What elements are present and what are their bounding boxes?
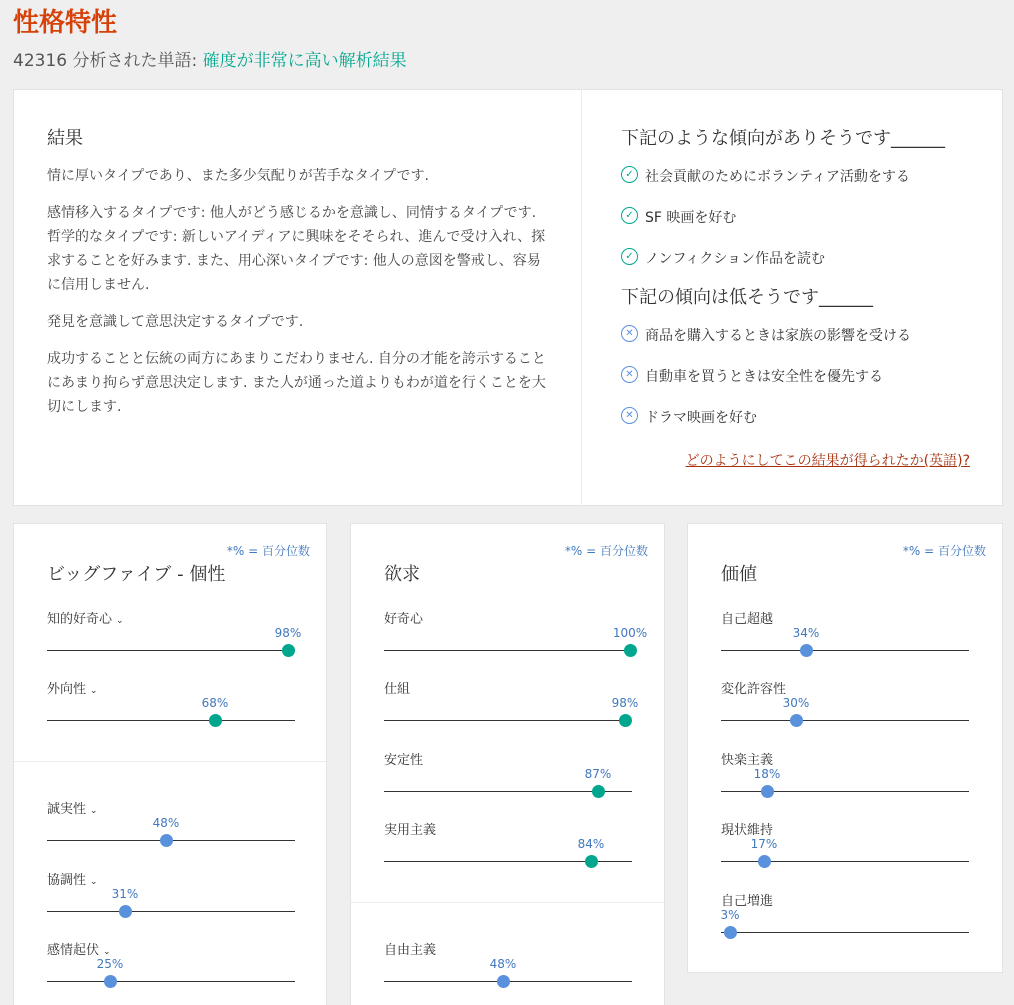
slider-marker [624,644,637,657]
unlikely-heading: 下記の傾向は低そうです______ [621,287,873,308]
chevron-down-icon[interactable]: ⌄ [90,806,98,816]
percentile-value: 18% [753,767,781,781]
likely-heading: 下記のような傾向がありそうです______ [621,128,945,149]
percentile-value: 48% [152,816,180,830]
percentile-value: 84% [577,837,605,851]
unlikely-item [621,405,981,446]
unlikely-list [621,323,981,446]
trait-slider [47,678,295,744]
trait-label-text: 快楽主義 [721,753,774,768]
trait-label [721,608,773,627]
trait-slider [47,608,302,674]
check-icon: ✓ [621,207,638,224]
percentile-value: 34% [792,626,820,640]
trait-label-text: 誠実性 [47,802,87,817]
page-subtitle [13,46,407,71]
big5-card [13,523,327,1005]
trait-label-text: 協調性 [47,873,87,888]
percentile-value: 98% [274,626,302,640]
unlikely-item [621,323,981,364]
slider-marker [724,926,737,939]
trait-label-text: 感情起伏 [47,943,100,958]
likely-item [621,246,981,287]
percentile-value: 31% [111,887,139,901]
trait-slider [47,798,295,864]
likely-item-label: SF 映画を好む [645,210,737,226]
trait-label-text: 知的好奇心 [47,612,113,627]
trait-label [384,749,423,768]
slider-marker [758,855,771,868]
summary-divider [581,90,582,505]
summary-paragraph: 感情移入するタイプです: 他人がどう感じるかを意識し、同情するタイプです. 哲学的なタイプです: 新しいアイディアに興味をそそられ、進んで受け入れ、探求することを好みます. また、用心深いタイプです: 他人の意図を警戒し、容易に信用しません. [47,205,546,293]
trait-label[interactable] [47,678,98,697]
slider-track [47,650,295,651]
trait-label-text: 現状維持 [721,823,774,838]
summary-card [13,89,1003,506]
unlikely-item-label: 自動車を買うときは安全性を優先する [645,369,883,385]
trait-label [384,608,423,627]
summary-text-section [47,124,552,432]
trait-label [721,890,773,909]
word-count-text: 42316 分析された単語: [13,51,203,71]
trait-slider [384,819,632,885]
percentile-value: 17% [750,837,778,851]
slider-track [47,911,295,912]
values-heading: 価値 [721,564,757,585]
slider-track [384,650,632,651]
trait-label-text: 好奇心 [384,612,424,627]
check-icon: ✓ [621,166,638,183]
percentile-value: 48% [489,957,517,971]
trait-label [384,678,410,697]
percentile-note: *% = 百分位数 [226,544,310,558]
percentile-value: 87% [584,767,612,781]
percentile-value: 68% [201,696,229,710]
unlikely-item-label: ドラマ映画を好む [645,410,757,426]
slider-marker [282,644,295,657]
trait-label[interactable] [47,798,98,817]
percentile-note: *% = 百分位数 [564,544,648,558]
trait-label[interactable] [47,608,124,627]
trait-label-text: 外向性 [47,682,87,697]
slider-track [47,720,295,721]
likely-item-label: ノンフィクション作品を読む [645,251,826,267]
chevron-down-icon[interactable]: ⌄ [90,877,98,887]
chevron-down-icon[interactable]: ⌄ [116,616,124,626]
needs-heading: 欲求 [384,564,420,585]
trait-slider [384,678,639,744]
trait-label [721,678,786,697]
x-icon: ✕ [621,407,638,424]
slider-marker [619,714,632,727]
trait-slider [721,819,969,885]
x-icon: ✕ [621,325,638,342]
chevron-down-icon[interactable]: ⌄ [103,947,111,957]
trait-label-text: 自己増進 [721,894,774,909]
slider-marker [104,975,117,988]
values-card [687,523,1003,973]
trait-slider [721,678,969,744]
x-icon: ✕ [621,366,638,383]
likely-item [621,164,981,205]
chevron-down-icon[interactable]: ⌄ [90,686,98,696]
trait-slider [384,608,648,674]
big5-heading: ビッグファイブ - 個性 [47,564,226,585]
trait-slider [721,608,969,674]
slider-marker [160,834,173,847]
tendencies-section [621,124,981,458]
percentile-value: 98% [611,696,639,710]
trait-label [721,749,773,768]
trait-label [721,819,773,838]
percentile-value: 3% [720,908,740,922]
slider-marker [592,785,605,798]
percentile-note: *% = 百分位数 [902,544,986,558]
summary-paragraph: 発見を意識して意思決定するタイプです. [47,314,304,330]
needs-card [350,523,665,1005]
unlikely-item-label: 商品を購入するときは家族の影響を受ける [645,328,911,344]
check-icon: ✓ [621,248,638,265]
trait-label-text: 安定性 [384,753,424,768]
trait-slider [384,939,632,1005]
trait-slider [384,749,632,815]
summary-paragraph: 成功することと伝統の両方にあまりこだわりません. 自分の才能を誇示することにあまり拘らず意思決定します. また人が通った道よりもわが道を行くことを大切にします. [47,351,546,415]
summary-paragraph: 情に厚いタイプであり、また多少気配りが苦手なタイプです. [47,168,429,184]
slider-marker [119,905,132,918]
slider-marker [761,785,774,798]
slider-track [721,932,969,933]
how-results-link[interactable]: どのようにしてこの結果が得られたか(英語)? [685,453,970,469]
trait-label-text: 仕組 [384,682,411,697]
section-divider [351,902,664,903]
slider-track [721,791,969,792]
trait-label [384,939,436,958]
trait-label[interactable] [47,939,111,958]
likely-list [621,164,981,287]
slider-marker [209,714,222,727]
trait-label-text: 自由主義 [384,943,437,958]
slider-track [721,650,969,651]
trait-label[interactable] [47,869,98,888]
slider-marker [790,714,803,727]
section-divider [14,761,326,762]
trait-slider [47,939,295,1005]
page-title: 性格特性 [13,8,118,38]
trait-slider [721,749,969,815]
slider-marker [800,644,813,657]
likely-item [621,205,981,246]
percentile-value: 25% [96,957,124,971]
trait-label-text: 自己超越 [721,612,774,627]
percentile-value: 30% [782,696,810,710]
summary-heading: 結果 [47,128,83,149]
confidence-text: 確度が非常に高い解析結果 [202,51,407,71]
slider-marker [497,975,510,988]
trait-label-text: 変化許容性 [721,682,787,697]
trait-slider [721,890,969,956]
slider-marker [585,855,598,868]
slider-track [47,981,295,982]
trait-slider [47,869,295,935]
trait-label-text: 実用主義 [384,823,437,838]
trait-label [384,819,436,838]
slider-track [384,720,632,721]
likely-item-label: 社会貢献のためにボランティア活動をする [645,169,910,185]
slider-track [721,720,969,721]
percentile-value: 100% [612,626,648,640]
unlikely-item [621,364,981,405]
